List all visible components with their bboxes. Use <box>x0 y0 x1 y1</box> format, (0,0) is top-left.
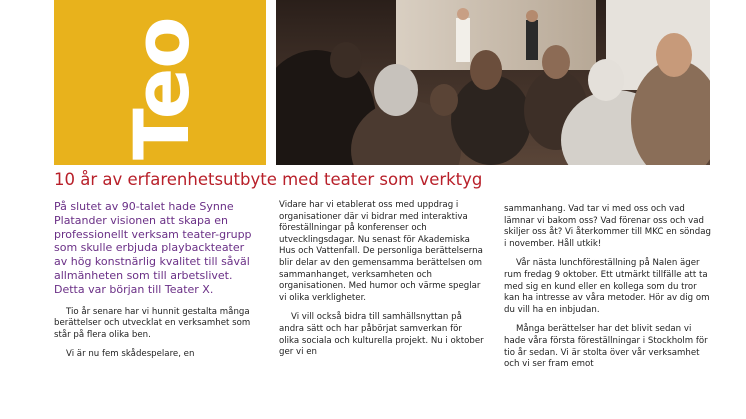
article-headline: 10 år av erfarenhetsutbyte med teater som verktyg <box>54 170 483 189</box>
body-paragraph: Vidare har vi etablerat oss med uppdrag i organisationer där vi bidrar med interaktiva föreställningar på konferenser och utvecklingsdagar. Nu senast för Akademiska Hus och Vattenfall. De personliga berättelserna blir delar av den gemensamma berättelsen om sammanhanget, verksamheten och organisationen. Med humor och värme speglar vi olika verkligheter. <box>279 200 483 303</box>
title-banner <box>54 0 266 165</box>
body-paragraph: Vår nästa lunchföreställning på Nalen äger rum fredag 9 oktober. Ett utmärkt tillfälle att ta med sig en kund eller en kollega som du tror kan ha intresse av våra metoder. Hör av dig om du vill ha en inbjudan. <box>504 258 710 315</box>
text-column-2 <box>279 200 484 367</box>
body-paragraph: Många berättelser har det blivit sedan vi hade våra första föreställningar i Stockholm för tio år sedan. Vi är stolta över vår verksamhet och vi ser fram emot <box>504 324 708 370</box>
text-column-3 <box>504 204 712 379</box>
body-paragraph: Tio år senare har vi hunnit gestalta många berättelser och utvecklat en verksamhet som står på flera olika ben. <box>54 306 251 340</box>
body-paragraph: sammanhang. Vad tar vi med oss och vad lämnar vi bakom oss? Vad förenar oss och vad skiljer oss åt? Vi återkommer till MKC en söndag i november. Håll utkik! <box>504 204 711 249</box>
audience-photo <box>276 0 710 165</box>
body-paragraph: Vi är nu fem skådespelare, en <box>66 349 195 360</box>
lead-paragraph: På slutet av 90-talet hade Synne Platander visionen att skapa en professionellt verksam teater-grupp som skulle erbjuda playbackteater av hög konstnärlig kvalitet till såväl allmänheten som till arbetslivet. Detta var början till Teater X. <box>54 200 252 296</box>
text-column-1 <box>54 200 259 369</box>
banner-title: Teo <box>117 17 206 160</box>
body-paragraph: Vi vill också bidra till samhällsnyttan på andra sätt och har påbörjat samverkan för olika sociala och kulturella projekt. Nu i oktober ger vi en <box>279 312 484 358</box>
